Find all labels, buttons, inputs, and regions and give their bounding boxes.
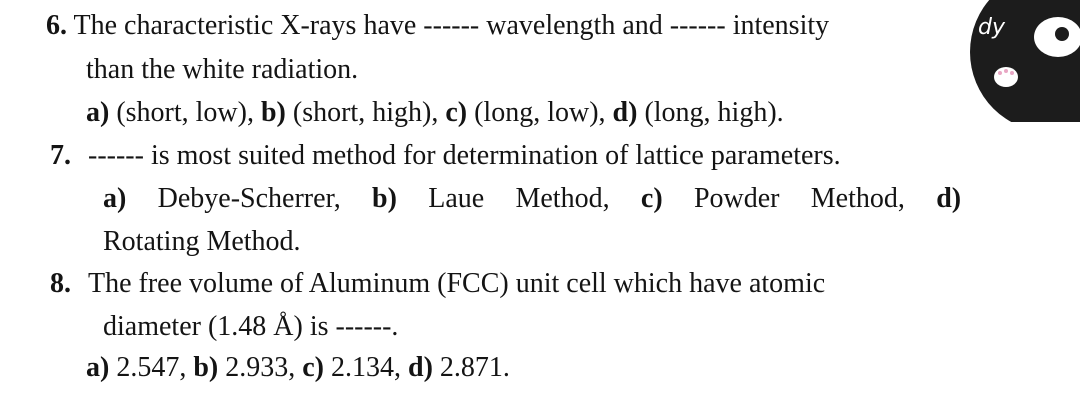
option-letter: c) (302, 352, 324, 383)
logo-eye (1055, 27, 1069, 41)
question-number: 8. (50, 268, 71, 299)
option-letter: a) (86, 352, 110, 383)
question-stem: The free volume of Aluminum (FCC) unit cell which have atomic (88, 268, 826, 299)
option-letter: a) (103, 183, 127, 214)
logo-paw-dot (1004, 69, 1008, 73)
option-text: (long, high). (644, 97, 784, 128)
question-8-line-2 (103, 310, 398, 344)
question-stem: ------ is most suited method for determination of lattice parameters. (88, 140, 841, 171)
option-letter: c) (445, 97, 468, 128)
option-letter: d) (408, 352, 433, 383)
logo-paw-dot (1010, 71, 1014, 75)
option-text: Powder Method, (693, 183, 905, 214)
question-7-options-continued (103, 225, 301, 259)
question-6-options (86, 96, 784, 130)
option-text: 2.134, (331, 352, 401, 383)
question-7-options (103, 182, 961, 216)
option-text: (short, low), (116, 97, 254, 128)
option-text: (short, high), (292, 97, 439, 128)
option-text: 2.871. (439, 352, 510, 383)
question-stem-continued: diameter (1.48 Å) is ------. (103, 311, 399, 342)
option-letter: a) (86, 97, 110, 128)
option-text: 2.933, (225, 352, 296, 383)
option-text: (long, low), (474, 97, 606, 128)
question-8-options (86, 351, 510, 385)
question-6-line-1 (46, 9, 829, 43)
option-letter: b) (260, 97, 286, 128)
logo-text: dy (978, 15, 1005, 40)
question-8-line-1 (50, 267, 825, 301)
question-number: 7. (50, 140, 71, 171)
question-6-line-2 (86, 53, 358, 87)
question-7-line-1 (50, 139, 841, 173)
option-letter: d) (612, 97, 638, 128)
option-letter: b) (372, 183, 397, 214)
option-text: 2.547, (116, 352, 187, 383)
question-number: 6. (46, 10, 67, 41)
option-text: Laue Method, (428, 183, 610, 214)
option-letter: c) (640, 183, 663, 214)
question-stem: The characteristic X-rays have ------ wavelength and ------ intensity (73, 10, 830, 41)
option-letter: b) (193, 352, 219, 383)
panda-logo (940, 0, 1080, 122)
option-text: Debye-Scherrer, (157, 183, 341, 214)
logo-paw-dot (998, 71, 1002, 75)
option-letter: d) (936, 183, 962, 214)
option-text: Rotating Method. (103, 226, 301, 257)
question-stem-continued: than the white radiation. (86, 54, 359, 85)
